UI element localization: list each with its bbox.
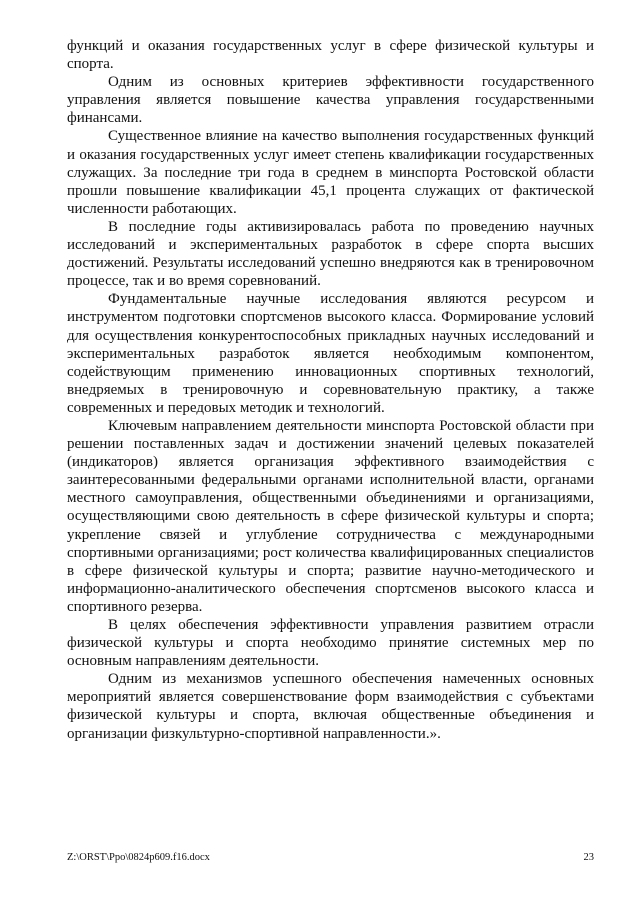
paragraph-fundamental-research: Фундаментальные научные исследования являются ресурсом и инструментом подготовки спортсменов высокого класса. Формирование условий для осуществления конкурентоспособных прикладных научных исследований и экспериментальных разработок является необходимым компонентом, содействующим применению инновационных спортивных технологий, внедряемых в тренировочную и соревновательную практику, а также современных и передовых методик и технологий. <box>67 291 594 416</box>
paragraph-staff-qualification: Существенное влияние на качество выполнения государственных функций и оказания государственных услуг имеет степень квалификации государственных служащих. За последние три года в среднем в минспорта Ростовской области прошли повышение квалификации 45,1 процента служащих от фактической численности работающих. <box>67 128 594 217</box>
page-number: 23 <box>583 852 594 863</box>
paragraph-interaction-mechanisms: Одним из механизмов успешного обеспечения намеченных основных мероприятий является совершенствование форм взаимодействия с субъектами физической культуры и спорта, включая общественные объединения и организации физкультурно-спортивной направленности.». <box>67 671 594 742</box>
paragraph-efficiency-measures: В целях обеспечения эффективности управления развитием отрасли физической культуры и спорта необходимо принятие системных мер по основным направлениям деятельности. <box>67 617 594 670</box>
paragraph-key-direction: Ключевым направлением деятельности минспорта Ростовской области при решении поставленных задач и достижении значений целевых показателей (индикаторов) является организация эффективного взаимодействия с заинтересованными федеральными органами исполнительной власти, органами местного самоуправления, общественными объединениями и организациями, осуществляющими свою деятельность в сфере физической культуры и спорта; укрепление связей и углубление сотрудничества с международными спортивными организациями; рост количества квалифицированных специалистов в сфере физической культуры и спорта; развитие научно-методического и информационно-аналитического обеспечения спортсменов высокого класса и спортивного резерва. <box>67 417 594 615</box>
footer-file-path: Z:\ORST\Ppo\0824p609.f16.docx <box>67 852 210 863</box>
paragraph-finance-criteria: Одним из основных критериев эффективности государственного управления является повышение качества управления государственными финансами. <box>67 74 594 127</box>
paragraph-continuation: функций и оказания государственных услуг в сфере физической культуры и спорта. <box>67 38 594 73</box>
document-body <box>67 37 594 743</box>
page-footer <box>67 852 594 864</box>
paragraph-research-activity: В последние годы активизировалась работа по проведению научных исследований и экспериментальных разработок в сфере спорта высших достижений. Результаты исследований успешно внедряются как в тренировочном процессе, так и во время соревнований. <box>67 218 594 290</box>
